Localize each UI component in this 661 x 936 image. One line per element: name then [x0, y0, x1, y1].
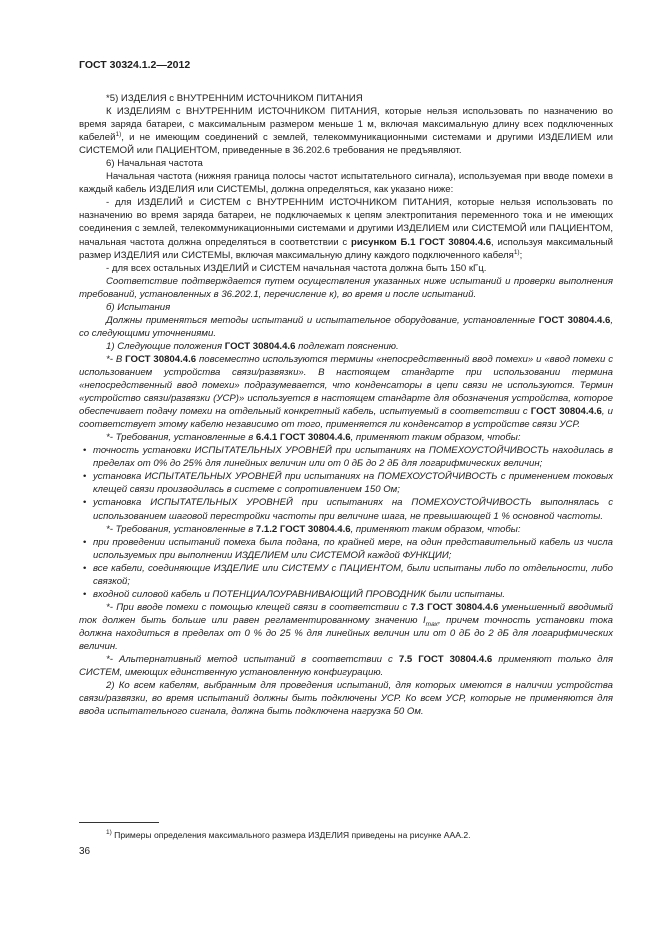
- paragraph: *- В ГОСТ 30804.4.6 повсеместно используются термины «непосредственный ввод помехи» и «ввод помехи с использованием устройства связи/развязки». В настоящем стандарте при использовании термина «непосредственный ввод помехи» подразумевается, что конденсаторы в цепи связи не используются. Термин «устройство связи/развязки (УСР)» используется в настоящем стандарте для обозначения устройства, которое обеспечивает подачу помехи на отдельный конкретный кабель, испытуемый в соответствии с ГОСТ 30804.4.6, и соответствует этому кабелю независимо от того, применяется ли конденсатор в устройстве связи УСР.: [79, 353, 613, 431]
- page-number: 36: [79, 846, 91, 857]
- paragraph: 1) Следующие положения ГОСТ 30804.4.6 подлежат пояснению.: [106, 340, 399, 352]
- paragraph: 2) Ко всем кабелям, выбранным для проведения испытаний, для которых имеются в наличии устройства связи/развязки, во время испытаний должны быть подключены УСР. Ко всем УСР, которые не применяются для ввода испытательного сигнала, должна быть подключена нагрузка 50 Ом.: [79, 680, 613, 718]
- list-item: • при проведении испытаний помеха была подана, по крайней мере, на один представительный кабель из числа используемых при выполнении ИЗДЕЛИЕМ или СИСТЕМОЙ каждой ФУНКЦИИ;: [79, 536, 613, 562]
- document-header: ГОСТ 30324.1.2—2012: [79, 59, 191, 71]
- paragraph: *- Требования, установленные в 6.4.1 ГОСТ 30804.4.6, применяют таким образом, чтобы:: [106, 432, 521, 444]
- paragraph: 6) Начальная частота: [106, 158, 203, 170]
- list-item: • точность установки ИСПЫТАТЕЛЬНЫХ УРОВНЕЙ при испытаниях на ПОМЕХОУСТОЙЧИВОСТЬ находилась в пределах от 0% до 25% для линейных величин или от 0 дБ до 2 дБ для логарифмических величин;: [79, 444, 613, 470]
- footnote: [106, 830, 470, 840]
- paragraph: К ИЗДЕЛИЯМ с ВНУТРЕННИМ ИСТОЧНИКОМ ПИТАНИЯ, которые нельзя использовать по назначению во время заряда батареи, с максимальным размером меньше 1 м, включая максимальную длину всех подключенных кабелей$^{1)}$, и не имеющим соединений с землей, телекоммуникационными системами и другими ИЗДЕЛИЕМ или СИСТЕМОЙ или ПАЦИЕНТОМ, приведенные в 36.202.6 требования не предъявляют.: [79, 106, 613, 157]
- footnote-ref[interactable]: 1): [513, 248, 520, 256]
- footnote-text: Примеры определения максимального размера ИЗДЕЛИЯ приведены на рисунке ААА.2.: [114, 830, 471, 840]
- list-item: • установка ИСПЫТАТЕЛЬНЫХ УРОВНЕЙ при испытаниях на ПОМЕХОУСТОЙЧИВОСТЬ с применением токовых клещей связи производилась в системе с сопротивлением 150 Ом;: [79, 470, 613, 496]
- footnote-mark: 1): [106, 829, 112, 837]
- paragraph: - для ИЗДЕЛИЙ и СИСТЕМ с ВНУТРЕННИМ ИСТОЧНИКОМ ПИТАНИЯ, которые нельзя использовать по назначению во время заряда батареи, не подключаемых к цепям электропитания переменного тока и не имеющих соединения с землей, телекоммуникационными системами и другими ИЗДЕЛИЕМ или СИСТЕМОЙ или ПАЦИЕНТОМ, начальная частота должна определяться в соответствии с рисунком Б.1 ГОСТ 30804.4.6, используя максимальный размер ИЗДЕЛИЯ или СИСТЕМЫ, включая максимальную длину каждого подключенного кабеля$^{1)}$;: [79, 197, 614, 261]
- paragraph: Соответствие подтверждается путем осуществления указанных ниже испытаний и проверки выполнения требований, установленных в 36.202.1, перечисление к), во время и после испытаний.: [79, 275, 613, 300]
- document-body: [79, 92, 613, 718]
- paragraph: *5) ИЗДЕЛИЯ с ВНУТРЕННИМ ИСТОЧНИКОМ ПИТАНИЯ: [106, 93, 363, 104]
- paragraph: *- Альтернативный метод испытаний в соответствии с 7.5 ГОСТ 30804.4.6 применяют только для СИСТЕМ, имеющих единственную установленную конфигурацию.: [79, 654, 614, 679]
- paragraph: Должны применяться методы испытаний и испытательное оборудование, установленные ГОСТ 30804.4.6, со следующими уточнениями.: [79, 314, 613, 339]
- list-item: • входной силовой кабель и ПОТЕНЦИАЛОУРАВНИВАЮЩИЙ ПРОВОДНИК были испытаны.: [79, 588, 613, 601]
- paragraph: Начальная частота (нижняя граница полосы частот испытательного сигнала), используемая при вводе помехи в каждый кабель ИЗДЕЛИЯ или СИСТЕМЫ, должна определяться, как указано ниже:: [79, 171, 613, 196]
- footnote-divider: [79, 822, 159, 823]
- list-item: • установка ИСПЫТАТЕЛЬНЫХ УРОВНЕЙ при испытаниях на ПОМЕХОУСТОЙЧИВОСТЬ выполнялась с использованием шаговой перестройки частоты при величине шага, не превышающей 1 % основной частоты.: [79, 496, 613, 522]
- paragraph: б) Испытания: [106, 301, 171, 313]
- paragraph: *- При вводе помехи с помощью клещей связи в соответствии с 7.3 ГОСТ 30804.4.6 уменьшенный вводимый ток должен быть больше или равен регламентированному значению $I_{max}$, причем точность установки тока должна находиться в пределах от 0 % до 25 % для линейных величин или от 0 дБ до 2 дБ для логарифмических величин.: [79, 601, 614, 652]
- list-item: • все кабели, соединяющие ИЗДЕЛИЕ или СИСТЕМУ с ПАЦИЕНТОМ, были испытаны либо по отдельности, либо связкой;: [79, 562, 613, 588]
- paragraph: - для всех остальных ИЗДЕЛИЙ и СИСТЕМ начальная частота должна быть 150 кГц.: [106, 262, 487, 274]
- footnote-ref[interactable]: 1): [115, 130, 122, 138]
- paragraph: *- Требования, установленные в 7.1.2 ГОСТ 30804.4.6, применяют таким образом, чтобы:: [106, 523, 521, 535]
